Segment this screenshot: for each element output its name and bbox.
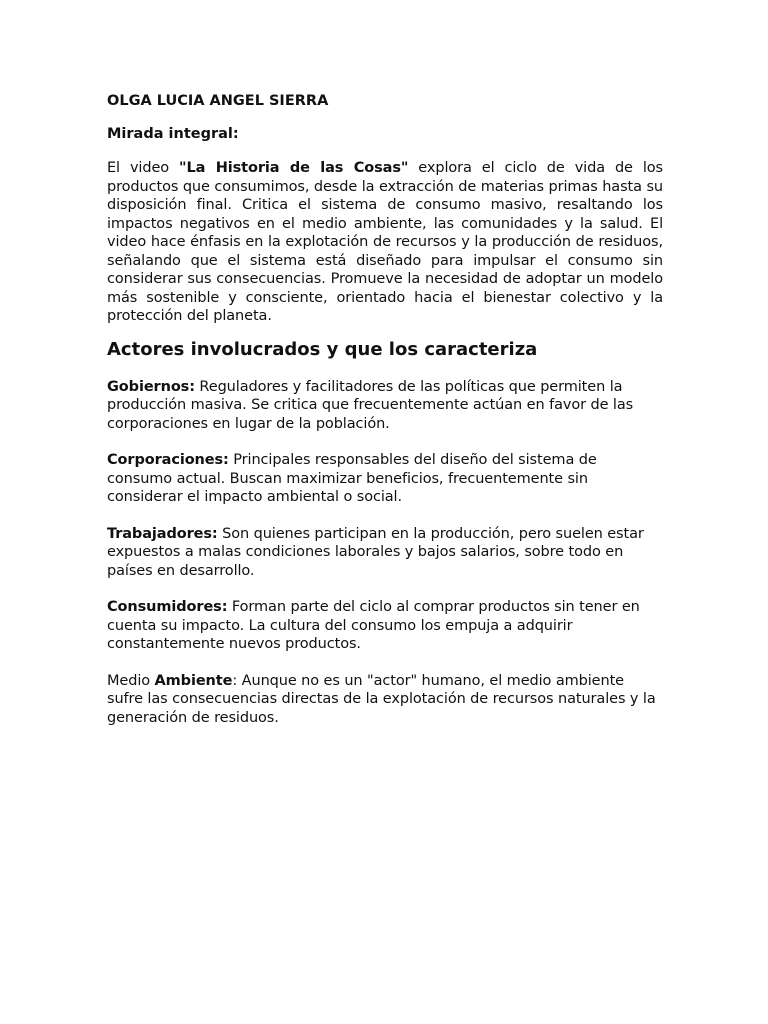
actor-name: Trabajadores: — [107, 525, 218, 542]
intro-paragraph — [107, 159, 663, 326]
actor-paragraph-medio-ambiente — [107, 672, 663, 728]
video-title: "La Historia de las Cosas" — [179, 160, 409, 176]
actor-description: Principales responsables del diseño del sistema de consumo actual. Buscan maximizar beneficios, frecuentemente sin considerar el impacto ambiental o social. — [107, 452, 597, 505]
section-subtitle: Mirada integral: — [107, 126, 239, 142]
actor-name: Consumidores: — [107, 599, 228, 615]
environment-description: : Aunque no es un "actor" humano, el medio ambiente sufre las consecuencias directas de la explotación de recursos naturales y la generación de residuos. — [107, 672, 656, 726]
actor-paragraph-consumidores — [107, 598, 663, 654]
intro-prefix: El video — [107, 160, 180, 176]
actor-description: Forman parte del ciclo al comprar productos sin tener en cuenta su impacto. La cultura del consumo los empuja a adquirir constantemente nuevos productos. — [107, 599, 640, 652]
environment-prefix: Medio — [107, 672, 155, 689]
actor-description: Son quienes participan en la producción, pero suelen estar expuestos a malas condiciones laborales y bajos salarios, sobre todo en países en desarrollo. — [107, 525, 644, 579]
intro-body: explora el ciclo de vida de los productos que consumimos, desde la extracción de materias primas hasta su disposición final. Critica el sistema de consumo masivo, resaltando los impactos negativos en el medio ambiente, las comunidades y la salud. El video hace énfasis en la explotación de recursos y la producción de residuos, señalando que el sistema está diseñado para impulsar el consumo sin considerar sus consecuencias. Promueve la necesidad de adoptar un modelo más sostenible y consciente, orientado hacia el bienestar colectivo y la protección del planeta. — [107, 160, 663, 324]
actor-name: Gobiernos: — [107, 378, 195, 395]
actor-paragraph-trabajadores — [107, 525, 663, 581]
actor-name: Corporaciones: — [107, 452, 229, 468]
actor-paragraph-corporaciones — [107, 451, 663, 507]
actors-heading: Actores involucrados y que los caracteriza — [107, 338, 538, 360]
environment-name: Ambiente — [154, 672, 233, 689]
author-name: OLGA LUCIA ANGEL SIERRA — [107, 93, 329, 109]
actor-description: Reguladores y facilitadores de las políticas que permiten la producción masiva. Se critica que frecuentemente actúan en favor de las corporaciones en lugar de la población. — [107, 378, 634, 432]
actor-paragraph-gobiernos — [107, 378, 663, 434]
